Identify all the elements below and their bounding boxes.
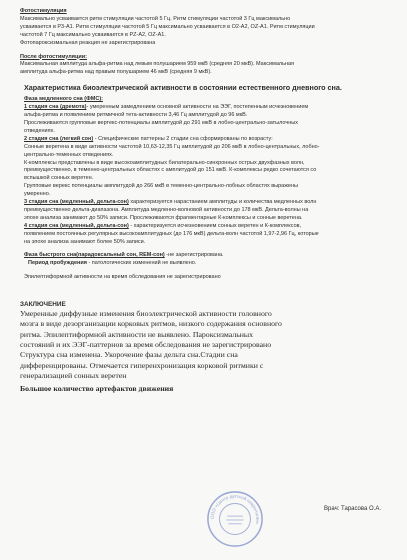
conclusion-heading: ЗАКЛЮЧЕНИЕ	[20, 301, 66, 309]
slow-sleep-section	[24, 96, 392, 246]
stage3-line-1	[24, 199, 392, 207]
stage3-line-3: эпохе анализа занимают до 50% записи. Прослеживаются фрагментарные К-комплексы и сонные веретена.	[24, 214, 303, 221]
after-line-2: амплитуда альфа-ритма над правым полушарием 46 мкВ (средняя 9 мкВ).	[20, 69, 212, 76]
stage3-label: 3 стадия сна (медленный, дельта-сон)	[24, 199, 129, 206]
stage2-label: 2 стадия сна (легкий сон)	[24, 135, 94, 142]
stage3-line-2: преимущественно дельта-диапазона. Амплитуда медленно-волновой активности до 178 мкВ. Дельта-волны на	[24, 206, 309, 213]
stage4-line-3: на эпохе анализа занимают более 50% записи.	[24, 238, 146, 245]
stage1-text: - умеренным замедлением основной активности на ЭЭГ, постепенным исчезновением	[86, 104, 309, 111]
artifacts-line: Большое количество артефактов движения	[20, 384, 174, 394]
conclusion-line-4: состояний и их ЭЭГ-паттернов за время обследования не зарегистрировано	[20, 340, 272, 350]
doctor-signature: Врач: Тарасова О.А.	[324, 506, 381, 512]
rem-section	[24, 252, 392, 268]
wake-heading: Период пробуждения	[28, 260, 87, 267]
slow-sleep-heading: Фаза медленного сна (ФМС):	[24, 96, 103, 103]
conclusion-line-7: генерализацией сонных веретен	[20, 370, 127, 380]
rem-value: -не зарегистрирована.	[164, 252, 224, 259]
after-photostimulation-section	[20, 54, 392, 78]
stage3-text: характеризуется нарастанием амплитуды и количества медленных волн	[128, 199, 317, 206]
conclusion-line-6: дифференцированы. Отмечается гиперенхронизация корковой ритмики с	[20, 360, 264, 370]
stage2-line-1	[24, 136, 392, 144]
stage4-text: - характеризуется исчезновением сонных веретен и К-комплексов,	[128, 222, 302, 229]
clinic-stamp	[206, 490, 264, 548]
conclusion-line-3: ритма. Эпилептиформной активности не выявлено. Пароксизмальных	[20, 329, 254, 339]
stage2-line-4: К-комплексы представлены в виде высокоамплитудных билатерально-синхронных острых двухфазных волн,	[24, 159, 305, 166]
after-photo-heading: После фотостимуляции:	[20, 53, 87, 60]
wake-line	[28, 260, 392, 268]
stage1-line-3: Прослеживаются групповые вертекс-потенциалы амплитудой до 291 мкВ в лобно-центрально-затылочных	[24, 119, 298, 126]
sleep-characteristics-title: Характеристика биоэлектрической активности в состоянии естественного дневного сна.	[24, 83, 342, 93]
stage1-line-4: отведениях.	[24, 127, 55, 134]
epileptiform-line: Эпилептиформной активности на время обследования не зарегистрировано	[24, 274, 221, 281]
conclusion-line-2: мозга в виде дезорганизации корковых ритмов, низкого содержания основного	[20, 319, 282, 329]
wake-value: - патологических изменений не выявлено.	[86, 260, 197, 267]
photostimulation-heading: Фотостимуляция	[20, 8, 67, 14]
stage4-line-1	[24, 223, 392, 231]
photo-line-3: частотой 7 Гц максимально усваивается в PZ-A2, OZ-A1.	[20, 31, 166, 38]
conclusion-section	[20, 300, 392, 394]
stage2-line-2: Сонные веретена в виде активности частотой 10,63-12,35 Гц амплитудой до 206 мкВ в лобно-центральных, лобно-	[24, 143, 320, 150]
stage2-line-7: Групповые верекс потенциалы амплитудой до 266 мкВ в теменно-центрально-лобных областях выражены	[24, 183, 298, 190]
stage1-label: 1 стадия сна (дремота)	[24, 104, 87, 111]
stage1-line-2: альфа-ритма и появлением ритмичной тета-активности 3,46 Гц амплитудой до 96 мкВ.	[24, 112, 248, 119]
stage2-text: - Специфические паттерны 2 стадии сна сформированы по возрасту:	[93, 135, 273, 142]
photo-line-1: Максимально усваивается ритм стимуляции частотой 5 Гц. Ритм стимуляции частотой 3 Гц максимально	[20, 15, 291, 22]
rem-heading: Фаза быстрого сна(парадоксальный сон, REM-сон)	[24, 252, 165, 259]
stage2-line-5: преимущественно, в теменно-центральных областях с амплитудой до 151 мкВ. К-комплексы редко сочетаются со	[24, 167, 317, 174]
conclusion-line-1: Умеренные диффузные изменения биоэлектрической активности головного	[20, 309, 272, 319]
eeg-report	[20, 8, 392, 394]
photo-line-2: усваивается в P3-A1. Ритм стимуляции частотой 5 Гц максимально усваивается в O2-A2, OZ-A1. Ритм стимуляции	[20, 23, 315, 30]
stage2-line-8: умеренно.	[24, 191, 51, 198]
conclusion-line-5: Структура сна изменена. Укорочение фазы дельта сна.Стадии сна	[20, 350, 238, 360]
stage1-line-1	[24, 104, 392, 112]
stage2-line-6: вспышкой сонных веретен.	[24, 175, 94, 182]
photostimulation-section	[20, 8, 392, 48]
stage4-line-2: появлением постоянных регулярных высокоамплитудных (до 176 мкВ) дельта-волн частотой 1,97-2,96 Гц, которые	[24, 230, 319, 237]
photo-line-4: Фотопароксизмальная реакция не зарегистрирована	[20, 39, 156, 46]
after-line-1: Максимальная амплитуда альфа-ритма над левым полушарием 959 мкВ (средняя 20 мкВ). Максимальная	[20, 61, 295, 68]
stage2-line-3: центрально-теменных отведениях.	[24, 151, 114, 158]
stamp-ring-text: ООО «Центр детской неврологии»	[209, 493, 261, 525]
stage4-label: 4 стадия сна (медленный, дельта-сон)	[24, 222, 129, 229]
